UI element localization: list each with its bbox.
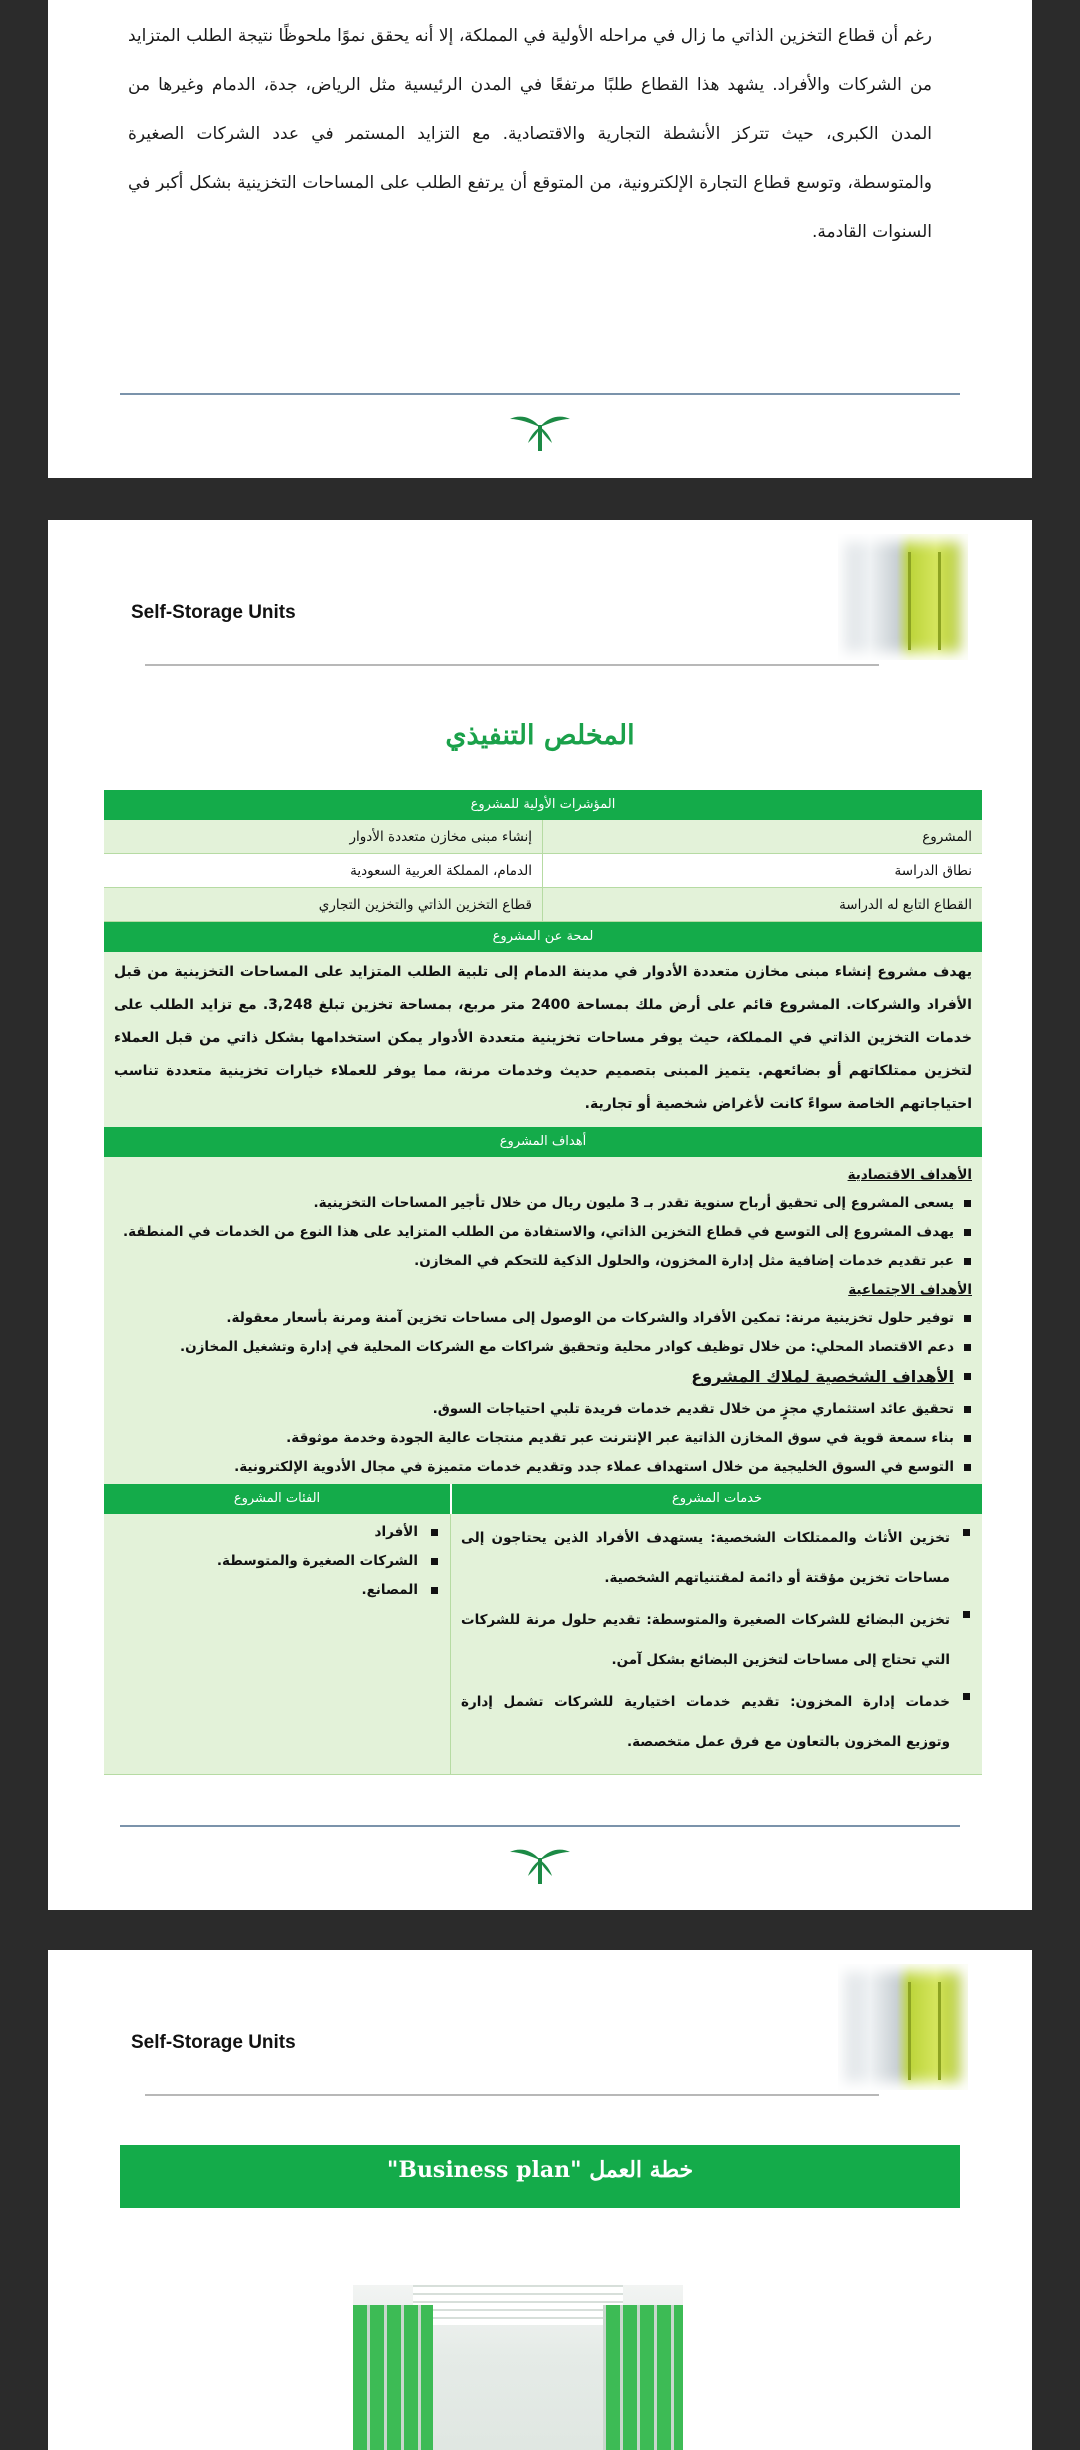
storage-hallway-image — [353, 2285, 683, 2450]
list-item: الشركات الصغيرة والمتوسطة. — [114, 1547, 418, 1576]
row-value: الدمام، المملكة العربية السعودية — [350, 862, 532, 879]
list-item: دعم الاقتصاد المحلي: من خلال توظيف كوادر محلية وتحقيق شراكات مع الشركات المحلية في إدارة وتشغيل المخازن. — [114, 1333, 954, 1362]
economic-goals-title: الأهداف الاقتصادية — [847, 1167, 972, 1183]
header-title: Self-Storage Units — [131, 2032, 296, 2053]
list-item: تخزين البضائع للشركات الصغيرة والمتوسطة: تقديم حلول مرنة للشركات التي تحتاج إلى مساحات لتخزين البضائع بشكل آمن. — [461, 1600, 950, 1680]
social-goals-title: الأهداف الاجتماعية — [848, 1282, 972, 1298]
about-text: يهدف مشروع إنشاء مبنى مخازن متعددة الأدوار في مدينة الدمام إلى تلبية الطلب المتزايد على المساحات التخزينية من قبل الأفراد والشركات. المشروع قائم على أرض ملك بمساحة 2400 متر مربع، بمساحة تخزين تبلغ 3,248. مع تزايد الطلب على خدمات التخزين الذاتي في المملكة، حيث يوفر مساحات تخزينية متعددة الأدوار يمكن استخدامها بشكل ذاتي من قبل العملاء لتخزين ممتلكاتهم أو بضائعهم. يتميز المبنى بتصميم حديث وخدمات مرنة، مما يوفر للعملاء خيارات تخزينية متعددة تناسب احتياجاتهم الخاصة سواءً كانت لأغراض شخصية أو تجارية. — [104, 952, 982, 1127]
list-item: المصانع. — [114, 1576, 418, 1605]
list-item: يسعى المشروع إلى تحقيق أرباح سنوية تقدر بـ 3 مليون ريال من خلال تأجير المساحات التخزينية. — [114, 1189, 954, 1218]
row-label: نطاق الدراسة — [542, 854, 982, 887]
list-item: يهدف المشروع إلى التوسع في قطاع التخزين الذاتي، والاستفادة من الطلب المتزايد على هذا النوع من الخدمات في المنطقة. — [114, 1218, 954, 1247]
document-page-3 — [48, 1950, 1032, 2450]
intro-paragraph: رغم أن قطاع التخزين الذاتي ما زال في مراحله الأولية في المملكة، إلا أنه يحقق نموًا ملحوظًا نتيجة الطلب المتزايد من الشركات والأفراد. يشهد هذا القطاع طلبًا مرتفعًا في المدن الرئيسية مثل الرياض، جدة، الدمام وغيرها من المدن الكبرى، حيث تتركز الأنشطة التجارية والاقتصادية. مع التزايد المستمر في عدد الشركات الصغيرة والمتوسطة، وتوسع قطاع التجارة الإلكترونية، من المتوقع أن يرتفع الطلب على المساحات التخزينية بشكل أكبر في السنوات القادمة. — [128, 26, 932, 242]
categories-cell — [104, 1514, 450, 1774]
list-item: توفير حلول تخزينية مرنة: تمكين الأفراد والشركات من الوصول إلى مساحات تخزين آمنة ومرنة بأسعار معقولة. — [114, 1304, 954, 1333]
document-page-2 — [48, 520, 1032, 1910]
services-header: خدمات المشروع — [450, 1484, 982, 1514]
summary-table — [104, 790, 982, 1775]
list-item: الأفراد — [114, 1518, 418, 1547]
about-header: لمحة عن المشروع — [104, 922, 982, 952]
services-categories-body — [104, 1514, 982, 1775]
indicators-header: المؤشرات الأولية للمشروع — [104, 790, 982, 820]
list-item: بناء سمعة قوية في سوق المخازن الذاتية عبر الإنترنت عبر تقديم منتجات عالية الجودة وخدمة موثوقة. — [114, 1424, 954, 1453]
storage-units-image — [838, 534, 968, 660]
categories-header: الفئات المشروع — [104, 1484, 450, 1514]
goals-section — [104, 1157, 982, 1484]
services-list — [461, 1518, 972, 1762]
executive-summary-title: المخلص التنفيذي — [445, 720, 635, 751]
list-item: تحقيق عائد استثماري مجزٍ من خلال تقديم خدمات فريدة تلبي احتياجات السوق. — [114, 1395, 954, 1424]
personal-goals-list — [114, 1395, 972, 1482]
business-plan-banner: خطة العمل "Business plan" — [120, 2145, 960, 2208]
storage-units-image — [838, 1964, 968, 2090]
economic-goals-list — [114, 1189, 972, 1276]
categories-list — [114, 1518, 440, 1605]
personal-goals-title: الأهداف الشخصية لملاك المشروع — [114, 1362, 954, 1391]
table-row — [104, 888, 982, 922]
header-rule — [145, 664, 879, 666]
row-value: قطاع التخزين الذاتي والتخزين التجاري — [318, 896, 532, 913]
palm-logo-icon — [508, 1838, 572, 1886]
services-categories-header — [104, 1484, 982, 1514]
document-page-1 — [48, 0, 1032, 478]
list-item: التوسع في السوق الخليجية من خلال استهداف عملاء جدد وتقديم خدمات متميزة في مجال الأدوية الإلكترونية. — [114, 1453, 954, 1482]
palm-logo-icon — [508, 405, 572, 453]
services-cell — [450, 1514, 982, 1774]
row-label: القطاع التابع له الدراسة — [542, 888, 982, 921]
row-value: إنشاء مبنى مخازن متعددة الأدوار — [349, 828, 532, 845]
table-row — [104, 854, 982, 888]
list-item: خدمات إدارة المخزون: تقديم خدمات اختيارية للشركات تشمل إدارة وتوزيع المخزون بالتعاون مع فرق عمل متخصصة. — [461, 1682, 950, 1762]
table-row — [104, 820, 982, 854]
footer-rule — [120, 1825, 960, 1827]
header-title: Self-Storage Units — [131, 602, 296, 623]
header-rule — [145, 2094, 879, 2096]
personal-goals-heading-list — [114, 1362, 972, 1391]
list-item: تخزين الأثاث والممتلكات الشخصية: يستهدف الأفراد الذين يحتاجون إلى مساحات تخزين مؤقتة أو دائمة لمقتنياتهم الشخصية. — [461, 1518, 950, 1598]
list-item: عبر تقديم خدمات إضافية مثل إدارة المخزون، والحلول الذكية للتحكم في المخازن. — [114, 1247, 954, 1276]
footer-rule — [120, 393, 960, 395]
social-goals-list — [114, 1304, 972, 1362]
row-label: المشروع — [542, 820, 982, 853]
goals-header: أهداف المشروع — [104, 1127, 982, 1157]
